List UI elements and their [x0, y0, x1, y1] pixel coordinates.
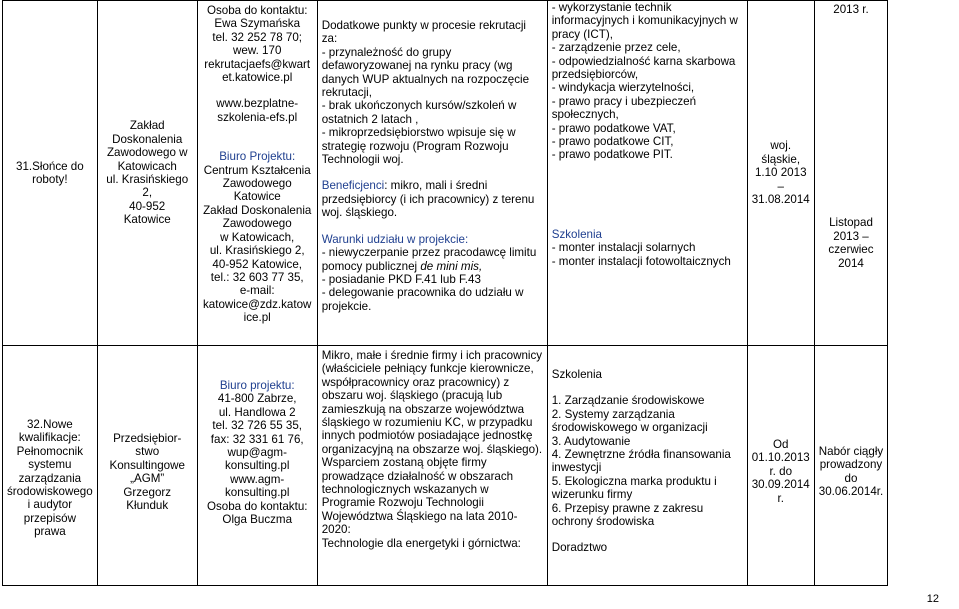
- section-heading: Szkolenia: [551, 368, 602, 381]
- page-number: 12: [926, 593, 939, 605]
- beneficiaries-cell: Mikro, małe i średnie firmy i ich pracownicy (właściciele pełniący funkcje kierownicze, współpracownicy oraz pracownicy) z obszaru woj. śląskiego (pracują lub zamieszkują na obszarze województwa śląskiego w rozumieniu KC, w przypadku innych podmiotów posiadające jednostkę organizacyjną na obszarze woj. śląskiego). Wsparciem zostaną objęte firmy prowadzące działalność w obszarach technologicznych wskazanych w Programie Rozwoju Technologii Województwa Śląskiego na lata 2010-2020: Technologie dla energetyki i górnictwa:: [317, 346, 547, 586]
- email-link[interactable]: rekrutacjaefs@kwart: [204, 57, 311, 71]
- applicant-cell: Zakład Doskonalenia Zawodowego w Katowicach ul. Krasińskiego 2, 40-952 Katowice: [97, 1, 197, 346]
- recruitment-cell: Nabór ciągły prowadzony do 30.06.2014r.: [814, 346, 887, 586]
- project-title-cell: 32.Nowe kwalifikacje: Pełnomocnik systemu zarządzania środowiskowego i audytor przepisów prawa: [3, 346, 98, 586]
- document-table: [2, 0, 888, 586]
- applicant-cell: Przedsiębior- stwo Konsultingowe „AGM” Grzegorz Kłunduk: [97, 346, 197, 586]
- recruitment-cell: 2013 r. Listopad 2013 – czerwiec 2014: [814, 1, 887, 346]
- area-period-cell: woj. śląskie, 1.10 2013 – 31.08.2014: [747, 1, 814, 346]
- contact-cell: Biuro projektu: 41-800 Zabrze, ul. Handlowa 2 tel. 32 726 55 35, fax: 32 331 61 76, wup@agm- konsulting.pl www.agm- konsulting.pl Osoba do kontaktu: Olga Buczma: [197, 346, 317, 586]
- training-cell: - wykorzystanie technik informacyjnych i komunikacyjnych w pracy (ICT), - zarządzenie przez cele, - odpowiedzialność karna skarbowa przedsiębiorców, - windykacja wierzytelności, - prawo pracy i ubezpieczeń społecznych, - prawo podatkowe VAT, - prawo podatkowe CIT, - prawo podatkowe PIT. Szkolenia - monter instalacji solarnych - monter instalacji fotowoltaicznych: [547, 1, 747, 346]
- area-period-cell: Od 01.10.2013 r. do 30.09.2014 r.: [747, 346, 814, 586]
- contact-cell: Osoba do kontaktu: Ewa Szymańska tel. 32 252 78 70; wew. 170 rekrutacjaefs@kwart et.katowice.pl www.bezplatne- szkolenia-efs.pl Biuro Projektu: Centrum Kształcenia Zawodowego Katowice Zakład Doskonalenia Zawodowego w Katowicach, ul. Krasińskiego 2, 40-952 Katowice, tel.: 32 603 77 35, e-mail: katowice@zdz.katow ice.pl: [197, 1, 317, 346]
- table-row: [3, 346, 888, 586]
- section-heading: Szkolenia: [551, 227, 602, 241]
- project-title: 31.Słońce do roboty!: [16, 159, 84, 186]
- website-link[interactable]: www.agm-: [230, 472, 285, 486]
- requirements-cell: Dodatkowe punkty w procesie rekrutacji za: - przynależność do grupy defaworyzowanej na rynku pracy (wg danych WUP aktualnych na rozpoczęcie rekrutacji, - brak ukończonych kursów/szkoleń w ostatnich 2 latach , - mikroprzedsiębiorstwo wpisuje się w strategię rozwoju (Program Rozwoju Technologii woj. Beneficjenci: mikro, mali i średni przedsiębiorcy (i ich pracownicy) z terenu woj. śląskiego. Warunki udziału w projekcie: - niewyczerpanie przez pracodawcę limitu pomocy publicznej de mini mis, - posiadanie PKD F.41 lub F.43 - delegowanie pracownika do udziału w projekcie.: [317, 1, 547, 346]
- table-row: [3, 1, 888, 346]
- training-cell: Szkolenia 1. Zarządzanie środowiskowe 2. Systemy zarządzania środowiskowego w organizacji 3. Audytowanie 4. Zewnętrzne źródła finansowania inwestycji 5. Ekologiczna marka produktu i wizerunku firmy 6. Przepisy prawne z zakresu ochrony środowiska Doradztwo: [547, 346, 747, 586]
- project-title-cell: [3, 1, 98, 346]
- email-link[interactable]: wup@agm-: [227, 446, 287, 460]
- email-link[interactable]: katowice@zdz.katow: [203, 297, 312, 311]
- website-link[interactable]: www.bezplatne-: [216, 97, 299, 111]
